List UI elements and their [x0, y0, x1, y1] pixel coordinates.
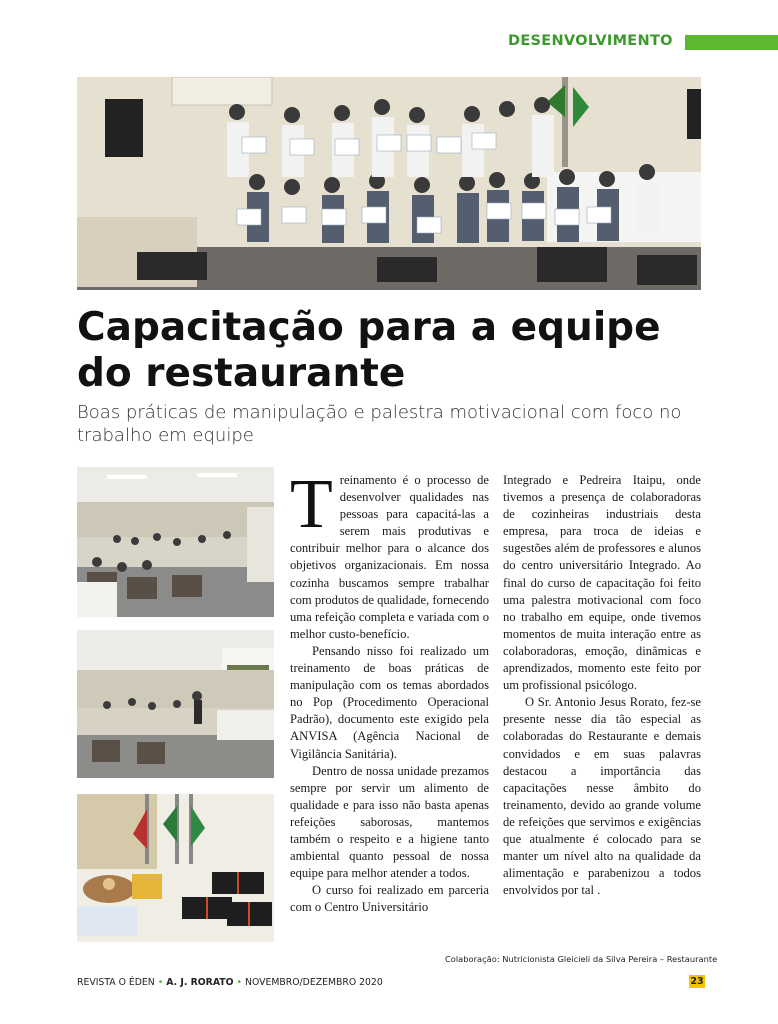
footer-separator: • — [157, 977, 164, 988]
photo-credit: Colaboração: Nutricionista Gleicieli da Silva Pereira – Restaurante — [445, 954, 718, 964]
article-paragraph-5: Integrado e Pedreira Itaipu, onde tivemos a presença de colaboradoras de cozinheiras industriais desta empresa, para troca de ideias e sugestões além de professores e alunos do centro universitário Integrado. Ao final do curso de capacitação foi feito uma palestra motivacional com foco no trabalho em equipe, onde tivemos momentos de muita interação entre as colaboradoras, emoção, dinâmicas e aprendizados, momento este feito por um profissional psicólogo. — [503, 473, 701, 693]
magazine-name: REVISTA O ÉDEN — [77, 977, 155, 988]
article-paragraph-2: Pensando nisso foi realizado um treinamento de boas práticas de manipulação com os temas abordados no Pop (Procedimento Operacional Padrão), documento este exigido pela ANVISA (Agência Nacional de Vigilância Sanitária). — [290, 643, 489, 761]
footer-brand: A. J. RORATO — [166, 977, 234, 988]
page-footer — [77, 977, 383, 988]
section-accent-bar — [685, 35, 778, 50]
hero-group-photo — [77, 77, 701, 290]
article-paragraph-3: Dentro de nossa unidade prezamos sempre por servir um alimento de qualidade e para isso não basta apenas refeições saborosas, mantemos também o respeito e a higiene tanto ambiental quanto pessoal de nossa equipe para melhor atender a todos. — [290, 763, 489, 881]
article-paragraph-6: O Sr. Antonio Jesus Rorato, fez-se presente nesse dia tão especial as colaboradas do Restaurante e demais convidados e em suas palavras destacou a importância das capacitações nesse âmbito do treinamento, devido ao grande volume de refeições que servimos e exigências que atualmente é colocado para se manter um nível alto na qualidade da alimentação e parabenizou a todos envolvidos por tal . — [503, 695, 701, 898]
article-paragraph-4: O curso foi realizado em parceria com o Centro Universitário — [290, 883, 489, 915]
article-column-middle — [290, 466, 489, 916]
classroom-training-photo-1 — [77, 467, 274, 617]
article-column-right — [503, 472, 701, 899]
paragraph-1-text: reinamento é o processo de desenvolver qualidades nas pessoas para capacitá-las a serem mais produtivas e contribuir melhor para o alcance dos objetivos organizacionais. Em nossa cozinha buscamos sempre trabalhar com produtos de qualidade, fornecendo uma refeição completa e variada com o melhor custo-benefício. — [290, 473, 489, 641]
article-paragraph-1 — [290, 466, 489, 643]
article-headline: Capacitação para a equipe do restaurante — [77, 305, 661, 396]
page-number: 23 — [690, 976, 704, 987]
section-label: DESENVOLVIMENTO — [508, 33, 673, 49]
footer-separator: • — [236, 977, 243, 988]
certificates-table-photo — [77, 794, 274, 942]
classroom-training-photo-2 — [77, 630, 274, 778]
drop-cap: T — [290, 466, 333, 543]
article-subtitle: Boas práticas de manipulação e palestra motivacional com foco no trabalho em equipe — [77, 402, 682, 446]
footer-edition: NOVEMBRO/DEZEMBRO 2020 — [245, 977, 383, 988]
